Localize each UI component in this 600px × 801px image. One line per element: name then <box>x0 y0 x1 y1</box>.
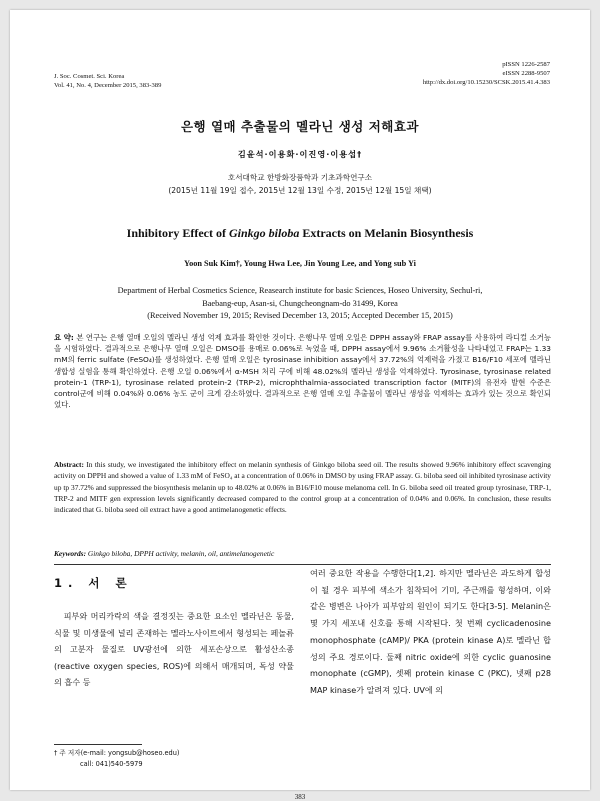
title-english-italic: Ginkgo biloba <box>228 226 300 240</box>
title-english-pre: Inhibitory Effect of <box>126 226 229 240</box>
title-korean: 은행 열매 추출물의 멜라닌 생성 저해효과 <box>180 119 420 134</box>
dates-english: (Received November 19, 2015; Revised December 13, 2015; Accepted December 15, 2015) <box>147 311 453 320</box>
keywords <box>54 549 551 558</box>
authors-korean: 김윤석·이용화·이진영·이용섭† <box>237 149 363 159</box>
section-heading-introduction: 1. 서 론 <box>54 576 133 590</box>
footnote <box>54 748 179 769</box>
abstract-english-text: In this study, we investigated the inhibitory effect on melanin synthesis of Ginkgo biloba seed oil. The results showed 9.96% inhibitory effect scavenging activity on DPPH and showed a value of 1.33 mM of FeSO₄ at a concentration of 0.06% in DMSO by using FRAP assay. G. biloba seed oil inhibited tyrosinase activity up tp 37.72% and suppressed the biosynthesis melanin up to 48.02% at 0.06% in B16/F10 mouse melanoma cell. In G. biloba seed oil treated group tyrosinase, TRP-1, TRP-2 and MITF gen expression levels significantly decreased compared to the control group at a concentration of 0.04% and 0.06%. In conclusion, these results indicated that G. biloba seed oil extract have a good antimelanogenetic effects. <box>54 460 551 515</box>
abstract-english <box>54 459 551 515</box>
title-english <box>10 226 590 241</box>
abstract-korean-text: 본 연구는 은행 열매 오일의 멜라닌 생성 억제 효과를 확인한 것이다. 은행나무 열매 오일은 DPPH assay와 FRAP assay를 사용하여 라디컬 소거능을 시험하였다. 결과적으로 은행나무 열매 오일은 DMSO를 용매로 0.06%로 녹였을 때, DPPH assay에서 9.96% 소거활성을 나타내었고 FRAP는 1.33 mM의 ferric sulfate (FeSO₄)를 생성하였다. 은행 열매 오일은 tyrosinase inhibition assay에서 37.72%의 억제력을 가졌고 B16/F10 세포에 멜라닌 생합성 실험을 통해 확인하였다. 은행 오일 0.06%에서 α-MSH 처리 구에 비해 48.02%의 멜라닌 생성을 억제하였다. Tyrosinase, tyrosinase related protein-1 (TRP-1), tyrosinase related protein-2 (TRP-2), microphthalmia-associated transcription factor (MITF)의 유전자 발현 수준은 control군에 비해 0.04%와 0.06% 농도 군이 크게 감소하였다. 결과적으로 은행 열매 오일 추출물이 멜라닌 생성을 억제하는 효과가 있는 것으로 확인되었다. <box>54 333 551 410</box>
affiliation-english-line2: Baebang-eup, Asan-si, Chungcheongnam-do 31499, Korea <box>202 298 398 308</box>
journal-citation <box>54 72 161 90</box>
footnote-email: † 주 저자(e-mail: yongsub@hoseo.edu) <box>54 749 180 757</box>
doi-link[interactable]: http://dx.doi.org/10.15230/SCSK.2015.41.4.383 <box>422 79 550 86</box>
journal-volume: Vol. 41, No. 4, December 2015, 383-389 <box>54 82 162 89</box>
pissn: pISSN 1226-2587 <box>502 61 550 68</box>
page-number: 383 <box>294 793 306 801</box>
affiliation-korean-name: 호서대학교 한방화장품학과 기초과학연구소 <box>227 173 373 182</box>
keywords-label: Keywords: <box>54 549 87 558</box>
abstract-korean <box>54 332 551 410</box>
authors-english: Yoon Suk Kim†, Young Hwa Lee, Jin Young Lee, and Yong sub Yi <box>184 259 416 268</box>
keywords-text: Ginkgo biloba, DPPH activity, melanin, oil, antimelanogenetic <box>86 549 275 558</box>
affiliation-english-line1: Department of Herbal Cosmetics Science, Reasearch institute for basic Sciences, Hoseo University, Sechul-ri, <box>117 286 483 295</box>
title-english-post: Extracts on Melanin Biosynthesis <box>299 226 474 240</box>
journal-name: J. Soc. Cosmet. Sci. Korea <box>54 73 125 80</box>
abstract-korean-label: 요 약: <box>54 333 74 342</box>
paper-page <box>10 10 590 801</box>
intro-right-column: 여러 중요한 작용을 수행한다[1,2]. 하지만 멜라닌은 과도하게 합성이 될 경우 피부에 색소가 침착되어 기미, 주근깨를 형성하며, 이와 같은 병변은 나아가 피부암의 원인이 되기도 한다[3-5]. Melanin은 몇 가지 세포내 신호를 통해 시작된다. 첫 번째 cyclicadenosine monophosphate (cAMP)/ PKA (protein kinase A)로 멜라닌 합성의 주요 경로이다. 둘째 nitric oxide에 의한 cyclic guanosine monophate (cGMP), 셋째 protein kinase C (PKC), 넷째 p28 MAP kinase가 알려져 있다. UV에 의 <box>310 568 551 695</box>
journal-identifiers <box>423 60 550 87</box>
affiliation-korean <box>10 171 590 197</box>
eissn: eISSN 2288-9507 <box>502 70 550 77</box>
abstract-english-label: Abstract: <box>54 460 84 469</box>
footnote-phone: call: 041)540-5979 <box>80 759 143 768</box>
dates-korean: (2015년 11월 19일 접수, 2015년 12월 13일 수정, 2015년 12월 15일 채택) <box>168 186 432 195</box>
affiliation-english <box>50 285 550 323</box>
intro-left-column: 피부와 머리카락의 색을 결정짓는 중요한 요소인 멜라닌은 동물, 식물 및 미생물에 널리 존재하는 멜라노사이트에서 형성되는 페놀류의 고분자 물질로 UV광선에 의한 세포손상으로 활성산소종(reactive oxygen species, ROS)에 의해서 매개되며, 독성 약물의 흡수 등 <box>54 611 294 687</box>
footnote-divider <box>54 744 142 745</box>
